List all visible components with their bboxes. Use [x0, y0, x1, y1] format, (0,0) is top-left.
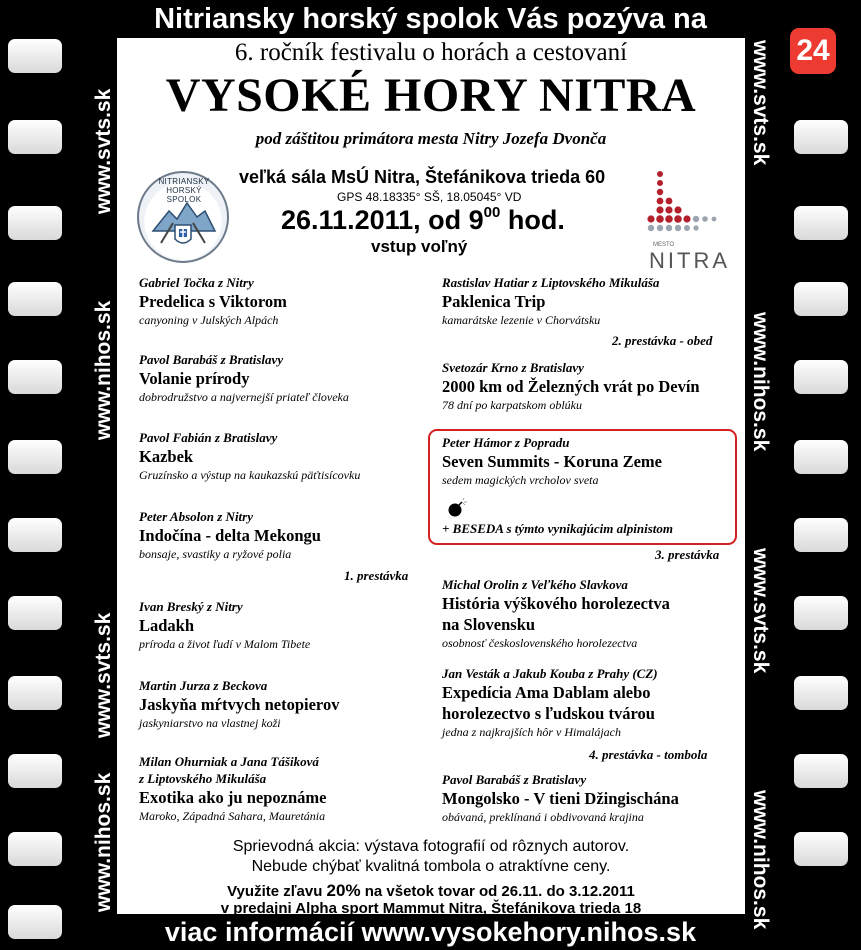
program-item [139, 508, 321, 562]
poster-body [117, 38, 745, 917]
talk-title: Predelica s Viktorom [139, 292, 287, 311]
program-item [139, 274, 287, 328]
program-item [442, 274, 659, 328]
venue: veľká sála MsÚ Nitra, Štefánikova trieda 60 [239, 167, 606, 187]
program-item [442, 665, 658, 740]
talk-description: osobnosť československého horolezectva [442, 636, 638, 650]
talk-title: Ladakh [139, 616, 195, 635]
talk-description: jedna z najkrajších hôr v Himalájach [442, 725, 621, 739]
festival-subtitle: 6. ročník festivalu o horách a cestovaní [234, 39, 628, 66]
program-item [139, 677, 339, 731]
shop-address: v predajni Alpha sport Mammut Nitra, Štefánikova trieda 18 [220, 900, 642, 917]
discussion-note: + BESEDA s týmto vynikajúcim alpinistom [442, 521, 673, 536]
nitra-city-logo-icon [647, 166, 721, 246]
film-hole [794, 440, 848, 474]
film-hole [8, 120, 62, 154]
date-sup: 00 [483, 204, 501, 221]
talk-description: sedem magických vrcholov sveta [442, 473, 599, 487]
film-hole [8, 518, 62, 552]
speaker: Michal Orolin z Veľkého Slavkova [442, 577, 628, 592]
url-vertical: www.nihos.sk [749, 312, 772, 452]
talk-description: 78 dní po karpatskom oblúku [442, 398, 582, 412]
url-vertical: www.svts.sk [92, 88, 115, 214]
break-label: 4. prestávka - tombola [589, 747, 708, 762]
tombola-note: Nebude chýbať kvalitná tombola o atraktívne ceny. [251, 858, 611, 875]
talk-title: Paklenica Trip [442, 292, 546, 311]
url-vertical: www.nihos.sk [92, 772, 115, 912]
talk-description: canyoning v Julských Alpách [139, 313, 279, 327]
break-label: 1. prestávka [344, 568, 409, 583]
program-item-featured [442, 434, 662, 488]
program-item [139, 598, 310, 652]
talk-title-line2: horolezectvo s ľudskou tvárou [442, 704, 655, 723]
website-banner[interactable]: viac informácií www.vysokehory.nihos.sk [164, 917, 697, 947]
speaker: Rastislav Hatiar z Liptovského Mikuláša [442, 275, 660, 290]
gps-coordinates: GPS 48.18335° SŠ, 18.05045° VD [337, 190, 522, 204]
talk-title: Volanie prírody [139, 369, 250, 388]
film-hole [8, 39, 62, 73]
date-text: 26.11.2011, od 9 [281, 205, 484, 235]
film-hole [794, 754, 848, 788]
talk-title: Mongolsko - V tieni Džingischána [442, 789, 679, 808]
film-hole [794, 518, 848, 552]
free-entry: vstup voľný [371, 237, 468, 256]
talk-description: Gruzínsko a výstup na kaukazskú päťtisícovku [139, 468, 361, 482]
patron-line: pod záštitou primátora mesta Nitry Jozefa Dvonča [255, 129, 607, 148]
talk-title: História výškového horolezectva [442, 594, 670, 613]
talk-description: jaskyniarstvo na vlastnej koži [139, 716, 281, 730]
date-suffix: hod. [500, 205, 565, 235]
festival-title: VYSOKÉ HORY NITRA [165, 69, 697, 122]
speaker: Pavol Barabáš z Bratislavy [139, 352, 284, 367]
corner-badge: 24 [790, 28, 836, 74]
talk-description: príroda a život ľudí v Malom Tibete [139, 637, 311, 651]
break-label: 2. prestávka - obed [612, 333, 713, 348]
speaker: Peter Hámor z Popradu [442, 435, 570, 450]
film-hole [794, 282, 848, 316]
film-hole [794, 360, 848, 394]
talk-title: Indočína - delta Mekongu [139, 526, 321, 545]
speaker: Pavol Fabián z Bratislavy [139, 430, 278, 445]
talk-description: Maroko, Západná Sahara, Mauretánia [139, 809, 326, 823]
speaker: Ivan Breský z Nitry [139, 599, 243, 614]
program-item [442, 359, 700, 413]
talk-title: Jaskyňa mŕtvych netopierov [139, 695, 340, 714]
event-date [281, 204, 565, 236]
discount-text: Využite zľavu [227, 883, 327, 900]
talk-title: 2000 km od Železných vrát po Devín [442, 377, 700, 396]
talk-title: Expedícia Ama Dablam alebo [442, 683, 651, 702]
url-vertical: www.svts.sk [749, 548, 772, 674]
talk-description: dobrodružstvo a najvernejší priateľ človeka [139, 390, 349, 404]
talk-description: bonsaje, svastiky a ryžové polia [139, 547, 292, 561]
city-logo-text: NITRA [649, 248, 730, 273]
film-hole [8, 676, 62, 710]
film-hole [8, 832, 62, 866]
bomb-icon [447, 498, 467, 518]
film-hole [794, 120, 848, 154]
invitation-banner: Nitriansky horský spolok Vás pozýva na [154, 3, 707, 35]
film-hole [8, 440, 62, 474]
discount-percent: 20% [326, 881, 361, 900]
talk-description: kamarátske lezenie v Chorvátsku [442, 313, 601, 327]
club-logo-text: NITRIANSKY HORSKÝ SPOLOK [158, 177, 210, 204]
film-hole [794, 596, 848, 630]
film-hole [794, 206, 848, 240]
film-hole [8, 596, 62, 630]
talk-title: Exotika ako ju nepoznáme [139, 788, 327, 807]
speaker: Gabriel Točka z Nitry [139, 275, 254, 290]
break-label: 3. prestávka [655, 547, 720, 562]
film-hole [8, 282, 62, 316]
talk-title-line2: na Slovensku [442, 615, 536, 634]
city-logo-small: MESTO [653, 242, 675, 248]
program-item [139, 429, 360, 483]
speaker: Peter Absolon z Nitry [139, 509, 253, 524]
speaker: Pavol Barabáš z Bratislavy [442, 772, 587, 787]
film-hole [8, 206, 62, 240]
speaker-origin: z Liptovského Mikuláša [139, 771, 267, 786]
film-hole [8, 360, 62, 394]
discount-line [117, 881, 745, 901]
program-item [139, 351, 349, 405]
url-vertical: www.nihos.sk [749, 790, 772, 930]
talk-title: Seven Summits - Koruna Zeme [442, 452, 662, 471]
url-vertical: www.svts.sk [749, 40, 772, 166]
film-hole [794, 832, 848, 866]
speaker: Milan Ohurniak a Jana Tášiková [139, 754, 319, 769]
speaker: Svetozár Krno z Bratislavy [442, 360, 584, 375]
speaker: Martin Jurza z Beckova [139, 678, 268, 693]
film-hole [794, 676, 848, 710]
speaker: Jan Vesták a Jakub Kouba z Prahy (CZ) [442, 666, 658, 681]
film-hole [8, 754, 62, 788]
program-item [442, 576, 670, 651]
url-vertical: www.svts.sk [92, 612, 115, 738]
talk-title: Kazbek [139, 447, 194, 466]
url-vertical: www.nihos.sk [92, 300, 115, 440]
program-item [442, 771, 679, 825]
talk-description: obávaná, preklínaná i obdivovaná krajina [442, 810, 644, 824]
discount-period: na všetok tovar od 26.11. do 3.12.2011 [360, 883, 635, 900]
program-item [139, 753, 326, 824]
side-event: Sprievodná akcia: výstava fotografií od rôznych autorov. [232, 838, 630, 855]
